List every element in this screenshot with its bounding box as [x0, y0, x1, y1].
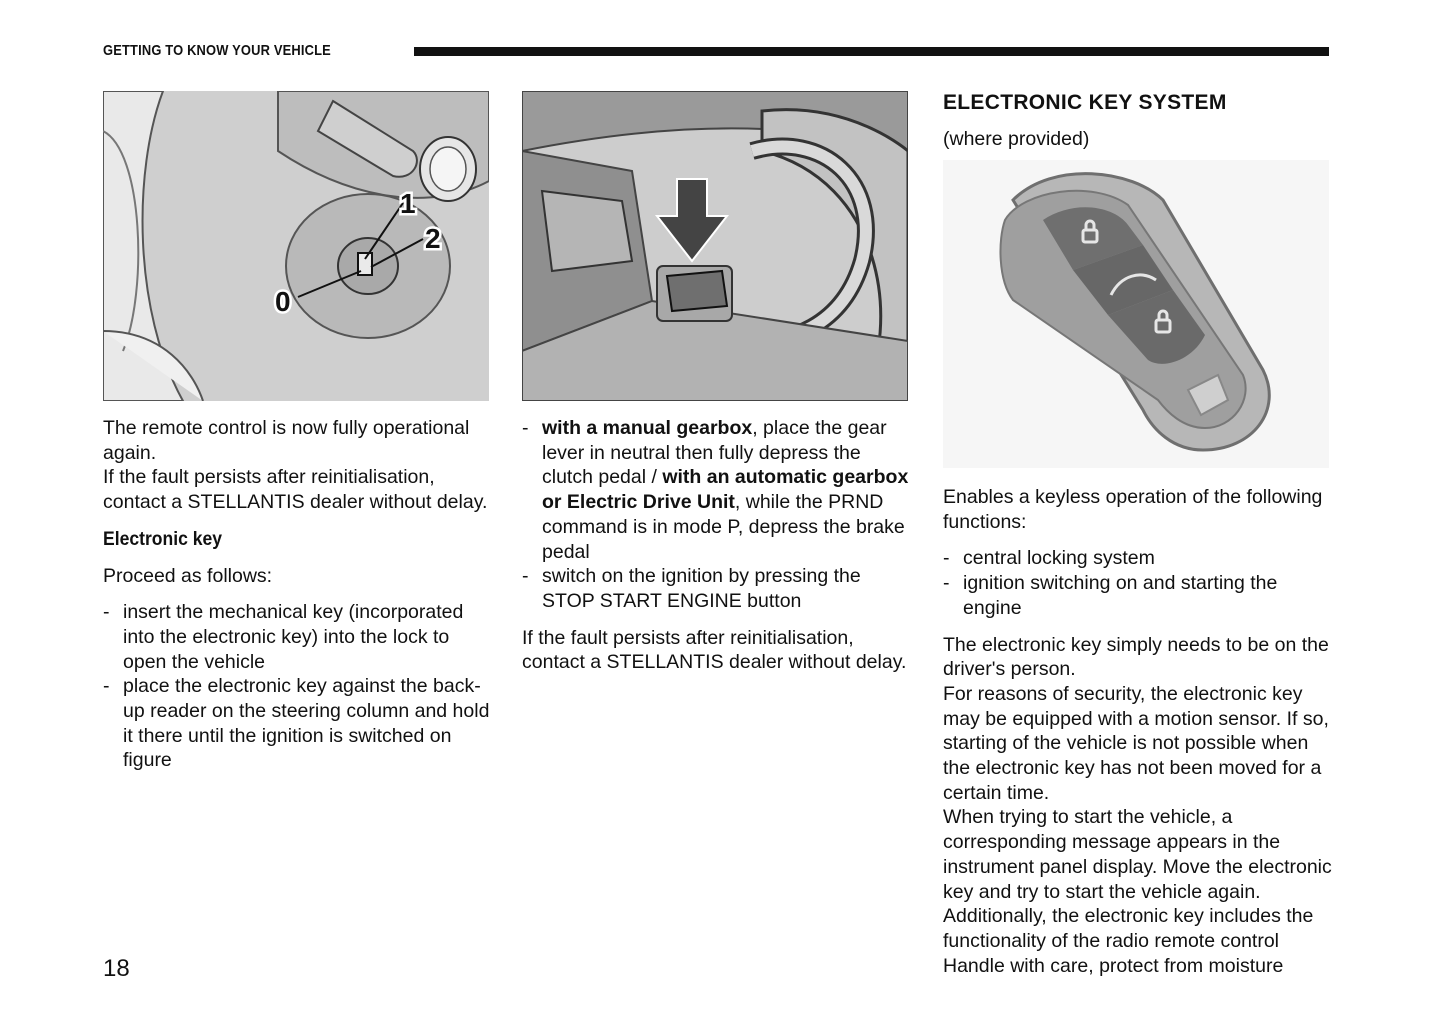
- function-list: [943, 546, 1335, 620]
- callout-2: 2: [425, 223, 441, 254]
- backup-reader-figure: [522, 91, 908, 401]
- section-header: GETTING TO KNOW YOUR VEHICLE: [103, 42, 331, 59]
- step-list: [522, 416, 914, 614]
- text: , while the PRND command is in mode P, depress the brake pedal: [542, 491, 905, 563]
- paragraph: The remote control is now fully operational again.: [103, 417, 470, 464]
- list-item: - ignition switching on and starting the engine: [943, 571, 1335, 620]
- paragraph: Handle with care, protect from moisture: [943, 954, 1284, 977]
- callout-1: 1: [400, 188, 416, 219]
- column-3: [943, 485, 1335, 978]
- list-item: - insert the mechanical key (incorporated into the electronic key) into the lock to open the vehicle: [103, 600, 495, 674]
- list-item: - place the electronic key against the back-up reader on the steering column and hold it there until the ignition is switched on figure: [103, 674, 495, 773]
- emphasis: with a manual gearbox: [542, 417, 753, 439]
- electronic-key-figure: [943, 160, 1329, 468]
- paragraph: The electronic key simply needs to be on the driver's person.: [943, 633, 1329, 681]
- section-title: ELECTRONIC KEY SYSTEM: [943, 91, 1227, 114]
- column-2: [522, 416, 914, 675]
- paragraph: Proceed as follows:: [103, 564, 273, 587]
- header-rule: [414, 47, 1329, 56]
- paragraph: Enables a keyless operation of the following functions:: [943, 486, 1323, 533]
- list-item: - switch on the ignition by pressing the STOP START ENGINE button: [522, 564, 914, 613]
- ignition-lock-figure: [103, 91, 489, 401]
- where-provided-note: (where provided): [943, 128, 1090, 150]
- paragraph: If the fault persists after reinitialisation, contact a STELLANTIS dealer without delay.: [103, 466, 488, 514]
- text: , place the gear lever in neutral then fully depress the clutch pedal /: [542, 417, 887, 489]
- paragraph: When trying to start the vehicle, a corresponding message appears in the instrument panel display. Move the electronic key and try to start the vehicle again.: [943, 806, 1332, 903]
- paragraph: For reasons of security, the electronic key may be equipped with a motion sensor. If so, starting of the vehicle is not possible when the electronic key has not been moved for a certain time.: [943, 682, 1329, 804]
- list-item: [522, 416, 914, 564]
- emphasis: with an automatic gearbox or Electric Drive Unit: [542, 466, 909, 514]
- column-1: [103, 416, 495, 773]
- page-number: 18: [103, 955, 130, 982]
- step-list: [103, 600, 495, 773]
- list-item: - central locking system: [943, 546, 1335, 571]
- callout-0: 0: [275, 286, 291, 317]
- paragraph: Additionally, the electronic key includes the functionality of the radio remote control: [943, 905, 1314, 952]
- subheading-electronic-key: Electronic key: [103, 527, 223, 550]
- paragraph: If the fault persists after reinitialisation, contact a STELLANTIS dealer without delay.: [522, 626, 907, 674]
